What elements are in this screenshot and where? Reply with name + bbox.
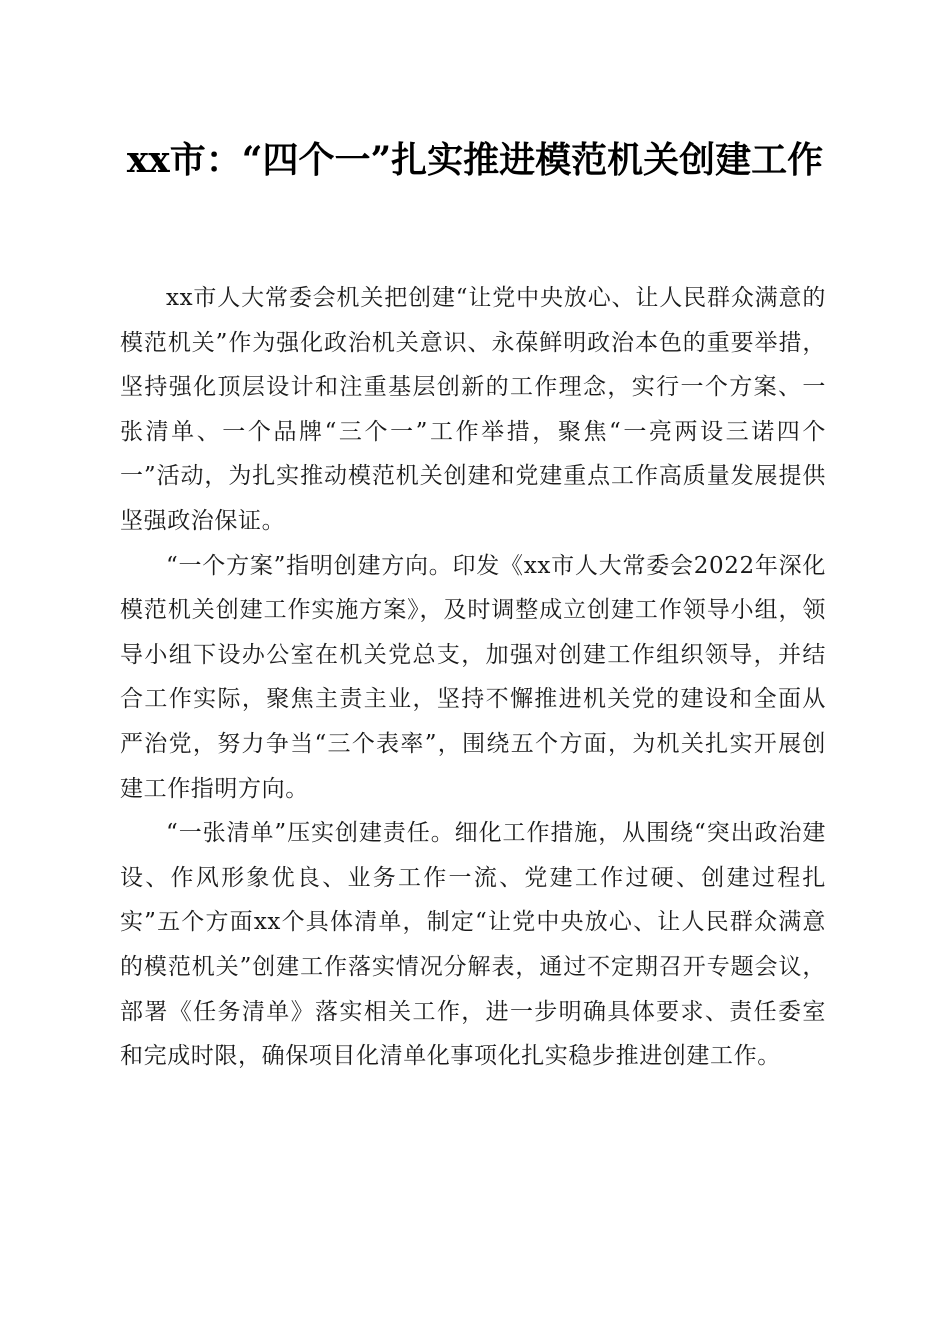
paragraph-one-list: “一张清单”压实创建责任。细化工作措施，从围绕“突出政治建设、作风形象优良、业务工作一流、党建工作过硬、创建过程扎实”五个方面xx个具体清单，制定“让党中央放心、让人民群众满意的模范机关”创建工作落实情况分解表，通过不定期召开专题会议，部署《任务清单》落实相关工作，进一步明确具体要求、责任委室和完成时限，确保项目化清单化事项化扎实稳步推进创建工作。 [120,820,826,1070]
paragraph-one-plan: “一个方案”指明创建方向。印发《xx市人大常委会2022年深化模范机关创建工作实施方案》，及时调整成立创建工作领导小组，领导小组下设办公室在机关党总支，加强对创建工作组织领导，并结合工作实际，聚焦主责主业，坚持不懈推进机关党的建设和全面从严治党，努力争当“三个表率”，围绕五个方面，为机关扎实开展创建工作指明方向。 [120,552,826,802]
document-body [120,276,826,1079]
document-title: xx市：“四个一”扎实推进模范机关创建工作 [126,139,824,181]
paragraph-intro: xx市人大常委会机关把创建“让党中央放心、让人民群众满意的模范机关”作为强化政治机关意识、永葆鲜明政治本色的重要举措，坚持强化顶层设计和注重基层创新的工作理念，实行一个方案、一张清单、一个品牌“三个一”工作举措，聚焦“一亮两设三诺四个一”活动，为扎实推动模范机关创建和党建重点工作高质量发展提供坚强政治保证。 [120,285,826,534]
